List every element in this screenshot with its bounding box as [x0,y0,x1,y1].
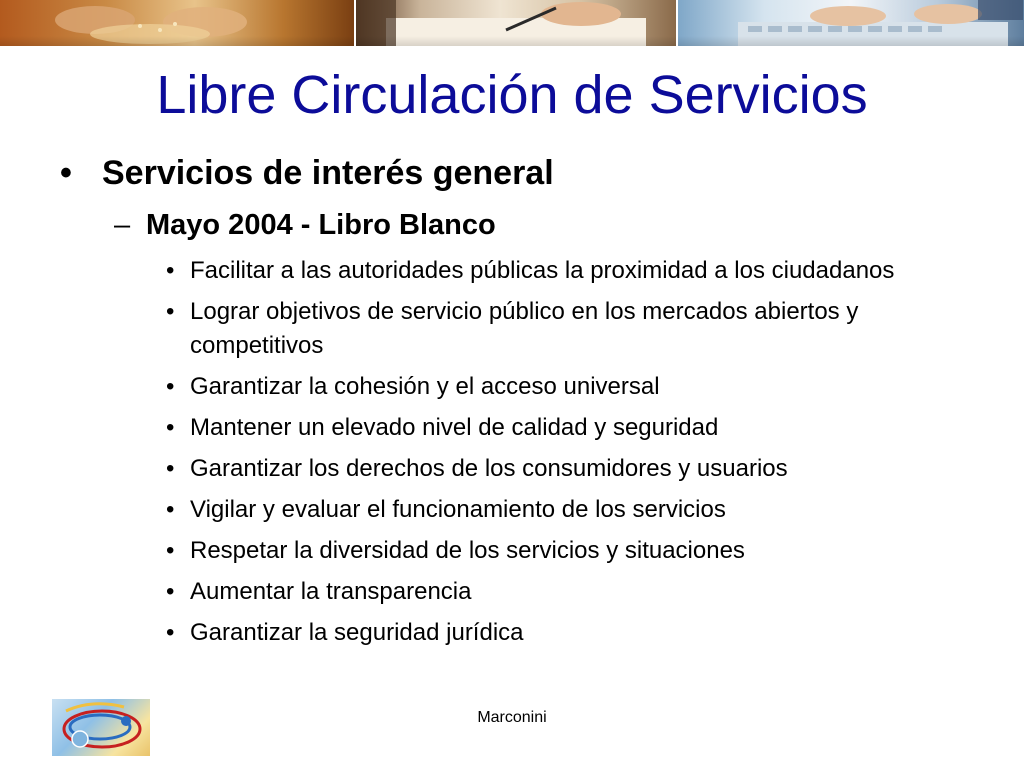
list-item [164,575,984,609]
list-item-text: Respetar la diversidad de los servicios y situaciones [190,537,745,564]
bullet-mark: • [166,619,175,646]
list-item [164,452,984,486]
list-item-text: Garantizar la cohesión y el acceso universal [190,373,660,400]
list-item [164,254,984,288]
bullet-mark: • [60,154,72,192]
list-item-text: Facilitar a las autoridades públicas la proximidad a los ciudadanos [190,257,895,284]
bullet-mark: • [166,257,175,284]
bullet-mark: • [166,455,175,482]
heading-text: Servicios de interés general [102,154,554,192]
bullet-mark: • [166,414,175,441]
list-item [164,411,984,445]
hands-grain-photo [0,0,354,46]
bullet-mark: • [166,496,175,523]
keyboard-typing-photo [678,0,1024,46]
objectives-list [164,254,984,657]
footer-author: Marconini [477,709,547,726]
dash-mark: – [114,209,131,241]
list-item-text: Garantizar los derechos de los consumidores y usuarios [190,455,788,482]
list-item [164,370,984,404]
bullet-mark: • [166,578,175,605]
list-item [164,534,984,568]
list-item-text: Garantizar la seguridad jurídica [190,619,524,646]
list-item-text: Aumentar la transparencia [190,578,472,605]
header-banner [0,0,1024,46]
list-item-text: Mantener un elevado nivel de calidad y seguridad [190,414,719,441]
bullet-mark: • [166,298,175,325]
list-item [164,493,984,527]
list-item-text: Lograr objetivos de servicio público en los mercados abiertos y competitivos [190,298,859,359]
slide-title: Libre Circulación de Servicios [156,65,868,125]
subheading-text: Mayo 2004 - Libro Blanco [146,209,496,241]
list-item [164,616,984,650]
bullet-mark: • [166,373,175,400]
list-item [164,295,984,363]
list-item-text: Vigilar y evaluar el funcionamiento de los servicios [190,496,726,523]
signing-document-photo [356,0,677,46]
bullet-mark: • [166,537,175,564]
